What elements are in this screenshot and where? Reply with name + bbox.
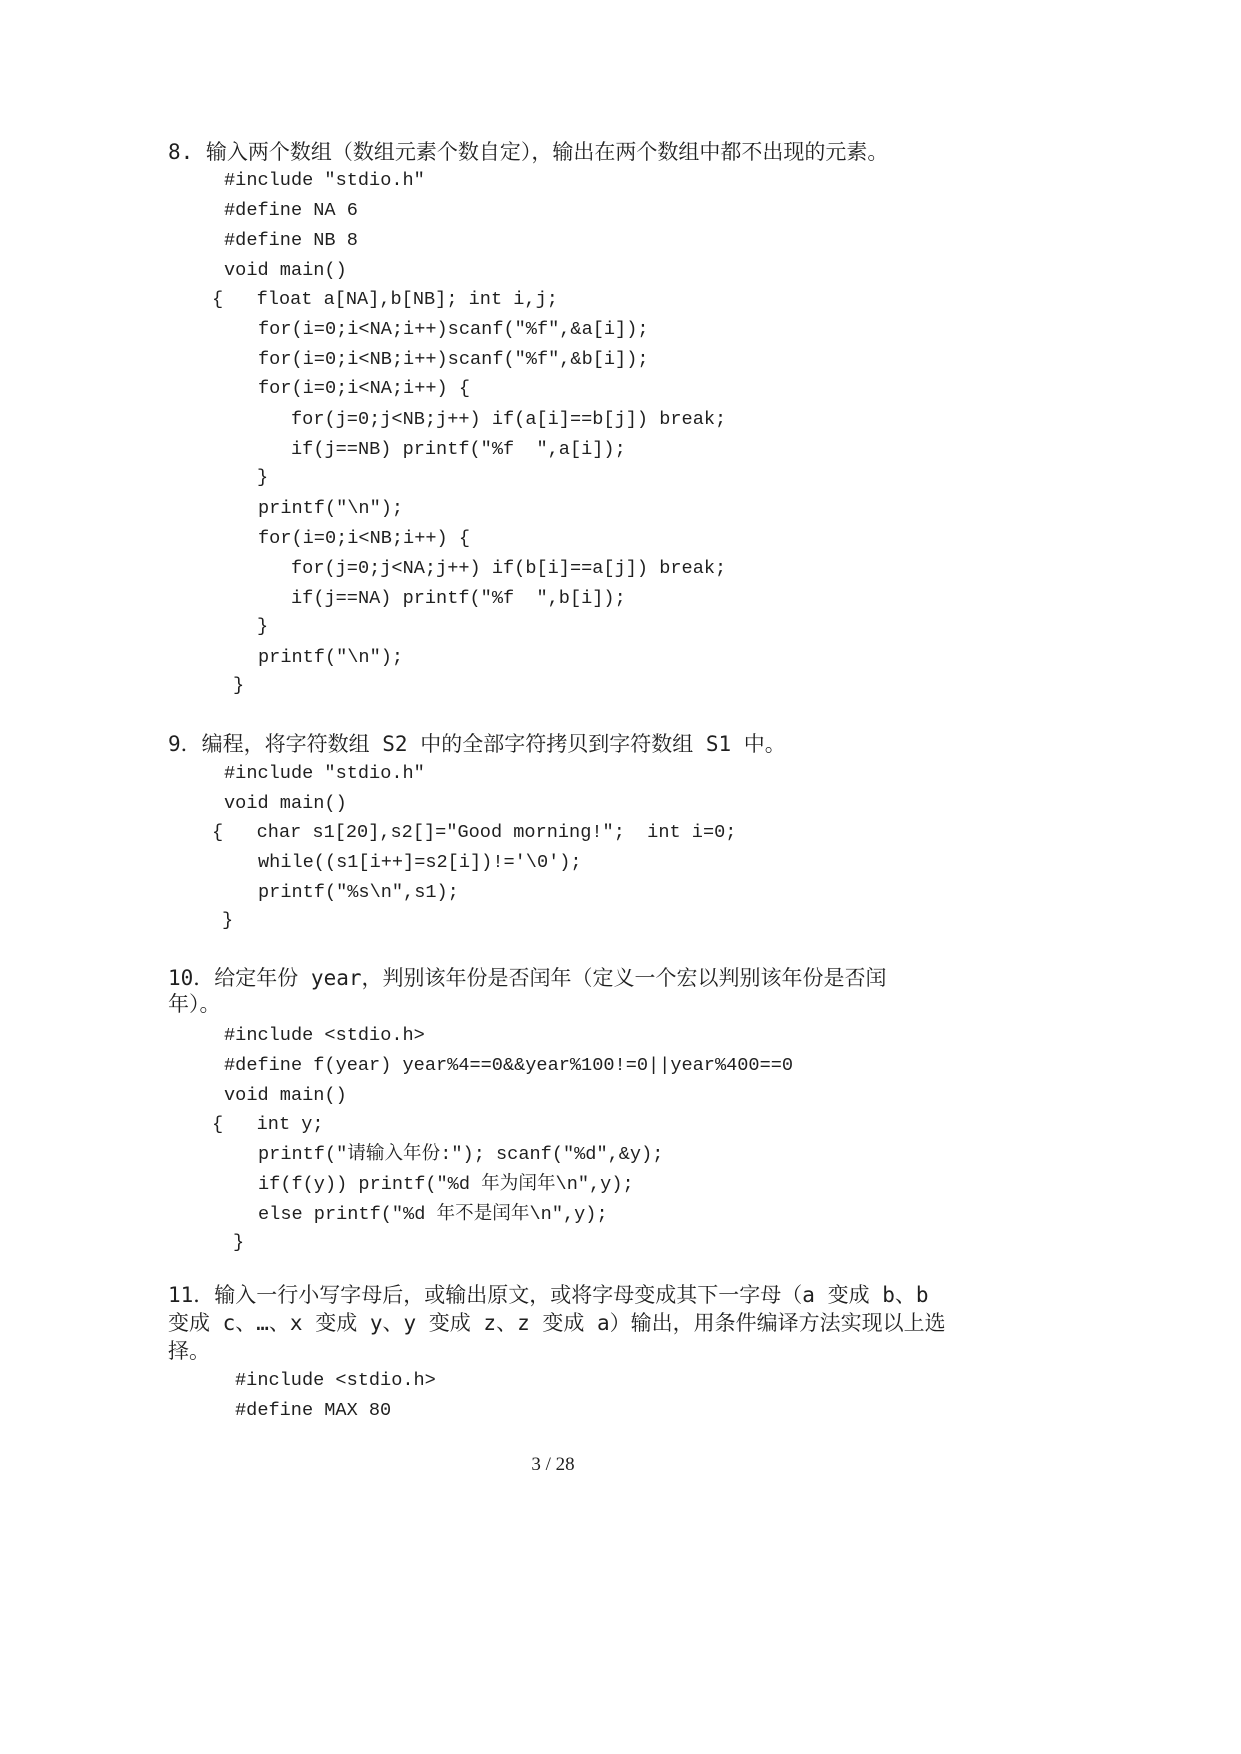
code-line: if(j==NA) printf("%f ",b[i]); <box>291 588 626 609</box>
code-line: printf("请输入年份:"); scanf("%d",&y); <box>258 1144 664 1165</box>
exercise-heading: 10．给定年份 year，判别该年份是否闰年（定义一个宏以判别该年份是否闰 <box>168 966 887 990</box>
code-line: } <box>233 1232 245 1253</box>
code-line: { float a[NA],b[NB]; int i,j; <box>212 289 558 310</box>
exercise-heading: 11．输入一行小写字母后，或输出原文，或将字母变成其下一字母（a 变成 b、b <box>168 1283 929 1307</box>
code-line: #define NB 8 <box>224 230 358 251</box>
exercise-heading: 变成 c、…、x 变成 y、y 变成 z、z 变成 a）输出，用条件编译方法实现以上选 <box>168 1311 946 1335</box>
code-line: } <box>257 616 269 637</box>
exercise-heading: 8. 输入两个数组（数组元素个数自定），输出在两个数组中都不出现的元素。 <box>168 140 889 164</box>
code-line: while((s1[i++]=s2[i])!='\0'); <box>258 852 582 873</box>
code-line: #include "stdio.h" <box>224 170 425 191</box>
exercise-heading: 择。 <box>168 1339 210 1363</box>
code-line: if(j==NB) printf("%f ",a[i]); <box>291 439 626 460</box>
code-line: printf("%s\n",s1); <box>258 882 459 903</box>
code-line: #define MAX 80 <box>235 1400 392 1421</box>
code-line: } <box>233 675 245 696</box>
code-line: #include <stdio.h> <box>224 1025 425 1046</box>
code-line: #define NA 6 <box>224 200 358 221</box>
code-line: for(i=0;i<NA;i++) { <box>258 378 471 399</box>
exercise-heading: 9．编程，将字符数组 S2 中的全部字符拷贝到字符数组 S1 中。 <box>168 732 786 756</box>
code-line: else printf("%d 年不是闰年\n",y); <box>258 1204 608 1225</box>
code-line: } <box>222 910 234 931</box>
code-line: for(i=0;i<NA;i++)scanf("%f",&a[i]); <box>258 319 649 340</box>
code-line: #define f(year) year%4==0&&year%100!=0||year%400==0 <box>224 1055 794 1076</box>
code-line: } <box>257 467 269 488</box>
code-line: printf("\n"); <box>258 647 404 668</box>
code-line: void main() <box>224 260 347 281</box>
code-line: for(j=0;j<NA;j++) if(b[i]==a[j]) break; <box>291 558 727 579</box>
code-line: for(j=0;j<NB;j++) if(a[i]==b[j]) break; <box>291 409 727 430</box>
code-line: #include <stdio.h> <box>235 1370 436 1391</box>
code-line: printf("\n"); <box>258 498 404 519</box>
code-line: if(f(y)) printf("%d 年为闰年\n",y); <box>258 1174 634 1195</box>
code-line: { char s1[20],s2[]="Good morning!"; int i=0; <box>212 822 737 843</box>
code-line: #include "stdio.h" <box>224 763 425 784</box>
code-line: { int y; <box>212 1114 324 1135</box>
code-line: void main() <box>224 793 347 814</box>
page-number: 3 / 28 <box>531 1454 575 1475</box>
exercise-heading: 年）。 <box>168 992 221 1016</box>
code-line: for(i=0;i<NB;i++) { <box>258 528 471 549</box>
code-line: void main() <box>224 1085 347 1106</box>
code-line: for(i=0;i<NB;i++)scanf("%f",&b[i]); <box>258 349 649 370</box>
